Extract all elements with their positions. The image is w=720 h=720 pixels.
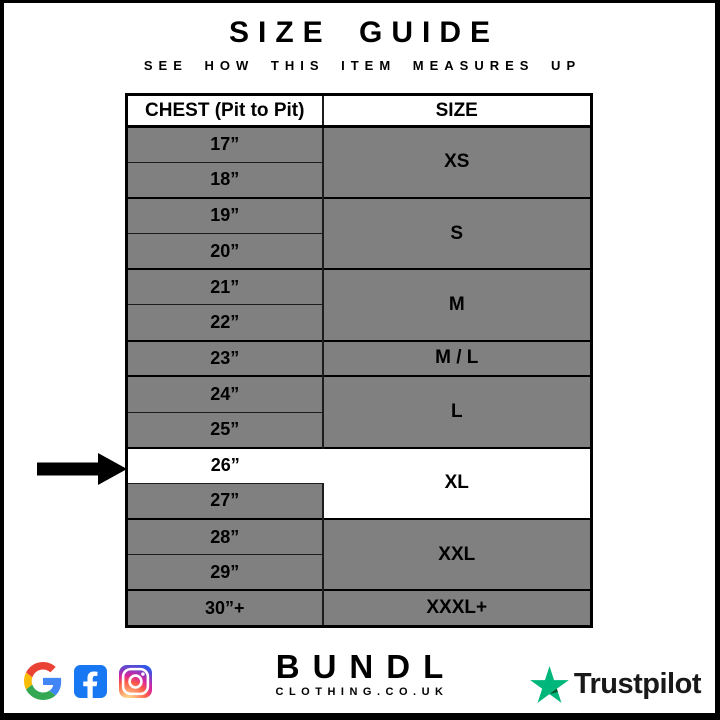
chest-cell: 30”+	[127, 590, 323, 626]
chest-cell: 26”	[127, 448, 323, 484]
size-cell: M	[323, 269, 592, 340]
chest-cell: 19”	[127, 198, 323, 234]
trustpilot-label: Trustpilot	[573, 668, 701, 700]
chest-cell: 27”	[127, 483, 323, 519]
chest-cell: 21”	[127, 269, 323, 305]
size-cell: M / L	[323, 341, 592, 377]
chest-cell: 28”	[127, 519, 323, 555]
chest-cell: 23”	[127, 341, 323, 377]
trustpilot-logo[interactable]	[530, 666, 701, 703]
table-row	[127, 590, 592, 626]
size-cell: XS	[323, 127, 592, 198]
chest-cell: 24”	[127, 376, 323, 412]
chest-cell: 20”	[127, 234, 323, 270]
size-table-body	[127, 127, 592, 627]
table-row	[127, 519, 592, 555]
current-size-arrow-icon	[37, 453, 127, 485]
size-column-header: SIZE	[323, 95, 592, 127]
chest-cell: 29”	[127, 555, 323, 591]
size-cell: S	[323, 198, 592, 269]
trustpilot-star-icon	[530, 666, 569, 703]
table-row	[127, 127, 592, 163]
table-row	[127, 376, 592, 412]
size-cell: L	[323, 376, 592, 447]
chest-cell: 22”	[127, 305, 323, 341]
table-row	[127, 269, 592, 305]
chest-cell: 25”	[127, 412, 323, 448]
brand-name: BUNDL	[275, 648, 457, 685]
table-row	[127, 198, 592, 234]
size-cell: XXL	[323, 519, 592, 590]
page-title: SIZE GUIDE	[228, 16, 500, 49]
page-subtitle: SEE HOW THIS ITEM MEASURES UP	[143, 58, 582, 73]
table-row	[127, 448, 592, 484]
chest-cell: 18”	[127, 162, 323, 198]
chest-column-header: CHEST (Pit to Pit)	[127, 95, 323, 127]
brand-domain: CLOTHING.CO.UK	[275, 686, 449, 698]
chest-cell: 17”	[127, 127, 323, 163]
table-header-row	[127, 95, 592, 127]
size-cell: XXXL+	[323, 590, 592, 626]
size-table	[125, 93, 593, 628]
table-row	[127, 341, 592, 377]
size-cell: XL	[323, 448, 592, 519]
